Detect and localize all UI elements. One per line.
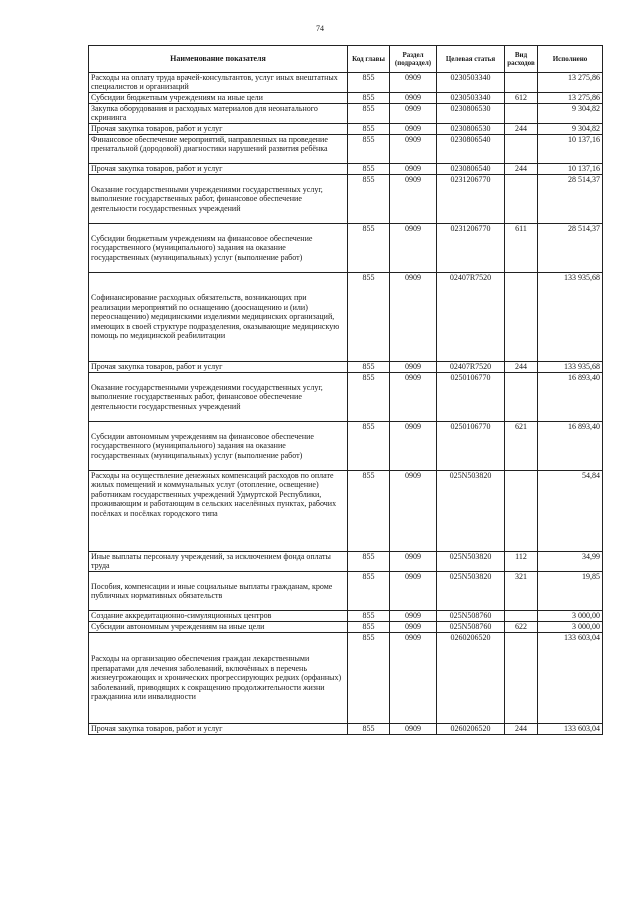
cell-code: 855 [348, 622, 390, 633]
table-row [89, 175, 603, 224]
cell-type: 622 [505, 622, 538, 633]
column-header-executed: Исполнено [538, 46, 603, 73]
budget-table [88, 45, 603, 735]
table-row [89, 73, 603, 93]
cell-code: 855 [348, 135, 390, 164]
cell-name: Софинансирование расходных обязательств, возникающих при реализации мероприятий по оснащению (дооснащению и (или) переоснащению) медицинскими изделиями медицинских организаций, имеющих в своей структуре подразделения, оказывающие медицинскую помощь по медицинской реабилитации [89, 273, 348, 362]
cell-code: 855 [348, 471, 390, 552]
cell-code: 855 [348, 422, 390, 471]
cell-name: Субсидии бюджетным учреждениям на финансовое обеспечение государственного (муниципального) задания на оказание государственных (муниципальных) услуг (выполнение работ) [89, 224, 348, 273]
cell-target: 0230806540 [437, 135, 505, 164]
cell-code: 855 [348, 362, 390, 373]
cell-type: 321 [505, 572, 538, 611]
cell-executed: 133 935,68 [538, 362, 603, 373]
cell-section: 0909 [390, 422, 437, 471]
cell-executed: 133 603,04 [538, 633, 603, 724]
cell-name: Финансовое обеспечение мероприятий, направленных на проведение пренатальной (дородовой) диагностики нарушений развития ребёнка [89, 135, 348, 164]
cell-section: 0909 [390, 73, 437, 93]
cell-name: Субсидии бюджетным учреждениям на иные цели [89, 93, 348, 104]
table-row [89, 104, 603, 124]
cell-section: 0909 [390, 93, 437, 104]
cell-section: 0909 [390, 552, 437, 572]
cell-target: 0231206770 [437, 224, 505, 273]
cell-target: 025N503820 [437, 572, 505, 611]
cell-executed: 28 514,37 [538, 175, 603, 224]
cell-name: Пособия, компенсации и иные социальные выплаты гражданам, кроме публичных нормативных обязательств [89, 572, 348, 611]
cell-executed: 133 603,04 [538, 724, 603, 735]
column-header-name: Наименование показателя [89, 46, 348, 73]
column-header-type: Вид расходов [505, 46, 538, 73]
cell-target: 0230806530 [437, 124, 505, 135]
cell-target: 0230503340 [437, 73, 505, 93]
cell-name: Прочая закупка товаров, работ и услуг [89, 164, 348, 175]
cell-type: 244 [505, 362, 538, 373]
cell-section: 0909 [390, 471, 437, 552]
cell-executed: 16 893,40 [538, 422, 603, 471]
table-row [89, 135, 603, 164]
cell-target: 025N508760 [437, 611, 505, 622]
cell-executed: 16 893,40 [538, 373, 603, 422]
cell-executed: 3 000,00 [538, 622, 603, 633]
table-row [89, 362, 603, 373]
table-row [89, 724, 603, 735]
cell-name: Оказание государственными учреждениями государственных услуг, выполнение государственных работ, финансовое обеспечение деятельности государственных учреждений [89, 175, 348, 224]
cell-section: 0909 [390, 622, 437, 633]
cell-code: 855 [348, 633, 390, 724]
cell-type [505, 175, 538, 224]
table-row [89, 471, 603, 552]
cell-code: 855 [348, 224, 390, 273]
cell-section: 0909 [390, 224, 437, 273]
cell-type: 112 [505, 552, 538, 572]
page-number: 74 [316, 24, 324, 33]
cell-code: 855 [348, 273, 390, 362]
table-header-row [89, 46, 603, 73]
table-row [89, 633, 603, 724]
cell-target: 0230806540 [437, 164, 505, 175]
cell-name: Создание аккредитационно-симуляционных центров [89, 611, 348, 622]
cell-section: 0909 [390, 572, 437, 611]
cell-name: Расходы на организацию обеспечения граждан лекарственными препаратами для лечения заболеваний, включённых в перечень жизнеугрожающих и хронических прогрессирующих редких (орфанных) заболеваний, приводящих к сокращению продолжительности жизни гражданина или инвалидности [89, 633, 348, 724]
cell-target: 025N503820 [437, 552, 505, 572]
cell-executed: 133 935,68 [538, 273, 603, 362]
cell-type [505, 633, 538, 724]
table-row [89, 611, 603, 622]
cell-code: 855 [348, 611, 390, 622]
table-row [89, 552, 603, 572]
table-row [89, 622, 603, 633]
cell-type [505, 471, 538, 552]
column-header-target: Целевая статья [437, 46, 505, 73]
cell-code: 855 [348, 373, 390, 422]
cell-target: 0250106770 [437, 373, 505, 422]
cell-section: 0909 [390, 373, 437, 422]
cell-executed: 13 275,86 [538, 93, 603, 104]
cell-name: Расходы на осуществление денежных компенсаций расходов по оплате жилых помещений и коммунальных услуг (отопление, освещение) работникам государственных учреждений Удмуртской Республики, проживающим и работающим в сельских населённых пунктах, рабочих посёлках и посёлках городского типа [89, 471, 348, 552]
cell-executed: 10 137,16 [538, 135, 603, 164]
cell-name: Прочая закупка товаров, работ и услуг [89, 362, 348, 373]
cell-executed: 34,99 [538, 552, 603, 572]
cell-target: 0260206520 [437, 724, 505, 735]
cell-section: 0909 [390, 175, 437, 224]
cell-target: 0250106770 [437, 422, 505, 471]
cell-type: 612 [505, 93, 538, 104]
cell-name: Субсидии автономным учреждениям на иные цели [89, 622, 348, 633]
cell-section: 0909 [390, 135, 437, 164]
cell-target: 025N503820 [437, 471, 505, 552]
table-body [89, 73, 603, 735]
cell-executed: 9 304,82 [538, 104, 603, 124]
cell-code: 855 [348, 724, 390, 735]
cell-type: 621 [505, 422, 538, 471]
cell-target: 0230503340 [437, 93, 505, 104]
table-row [89, 93, 603, 104]
cell-code: 855 [348, 93, 390, 104]
cell-code: 855 [348, 164, 390, 175]
cell-code: 855 [348, 572, 390, 611]
cell-section: 0909 [390, 611, 437, 622]
cell-type: 244 [505, 124, 538, 135]
cell-section: 0909 [390, 273, 437, 362]
cell-type [505, 373, 538, 422]
cell-code: 855 [348, 73, 390, 93]
cell-type: 611 [505, 224, 538, 273]
cell-section: 0909 [390, 104, 437, 124]
cell-type [505, 135, 538, 164]
table-row [89, 224, 603, 273]
cell-target: 0260206520 [437, 633, 505, 724]
column-header-code: Код главы [348, 46, 390, 73]
cell-executed: 13 275,86 [538, 73, 603, 93]
cell-code: 855 [348, 124, 390, 135]
table-row [89, 572, 603, 611]
column-header-section: Раздел (подраздел) [390, 46, 437, 73]
cell-target: 0231206770 [437, 175, 505, 224]
cell-executed: 19,85 [538, 572, 603, 611]
cell-executed: 54,84 [538, 471, 603, 552]
cell-target: 02407R7520 [437, 273, 505, 362]
cell-section: 0909 [390, 362, 437, 373]
table-row [89, 373, 603, 422]
cell-name: Расходы на оплату труда врачей-консультантов, услуг иных внештатных специалистов и организаций [89, 73, 348, 93]
cell-target: 02407R7520 [437, 362, 505, 373]
cell-target: 025N508760 [437, 622, 505, 633]
cell-code: 855 [348, 552, 390, 572]
cell-type: 244 [505, 724, 538, 735]
cell-code: 855 [348, 104, 390, 124]
cell-executed: 10 137,16 [538, 164, 603, 175]
cell-executed: 3 000,00 [538, 611, 603, 622]
cell-section: 0909 [390, 164, 437, 175]
cell-section: 0909 [390, 633, 437, 724]
cell-section: 0909 [390, 724, 437, 735]
cell-name: Прочая закупка товаров, работ и услуг [89, 124, 348, 135]
cell-name: Оказание государственными учреждениями государственных услуг, выполнение государственных работ, финансовое обеспечение деятельности государственных учреждений [89, 373, 348, 422]
cell-type [505, 73, 538, 93]
cell-name: Закупка оборудования и расходных материалов для неонатального скрининга [89, 104, 348, 124]
cell-type: 244 [505, 164, 538, 175]
cell-name: Субсидии автономным учреждениям на финансовое обеспечение государственного (муниципального) задания на оказание государственных (муниципальных) услуг (выполнение работ) [89, 422, 348, 471]
cell-type [505, 273, 538, 362]
cell-code: 855 [348, 175, 390, 224]
cell-type [505, 104, 538, 124]
cell-executed: 28 514,37 [538, 224, 603, 273]
cell-section: 0909 [390, 124, 437, 135]
table-row [89, 422, 603, 471]
cell-type [505, 611, 538, 622]
table-row [89, 164, 603, 175]
table-row [89, 273, 603, 362]
table-row [89, 124, 603, 135]
cell-target: 0230806530 [437, 104, 505, 124]
cell-name: Прочая закупка товаров, работ и услуг [89, 724, 348, 735]
cell-name: Иные выплаты персоналу учреждений, за исключением фонда оплаты труда [89, 552, 348, 572]
cell-executed: 9 304,82 [538, 124, 603, 135]
